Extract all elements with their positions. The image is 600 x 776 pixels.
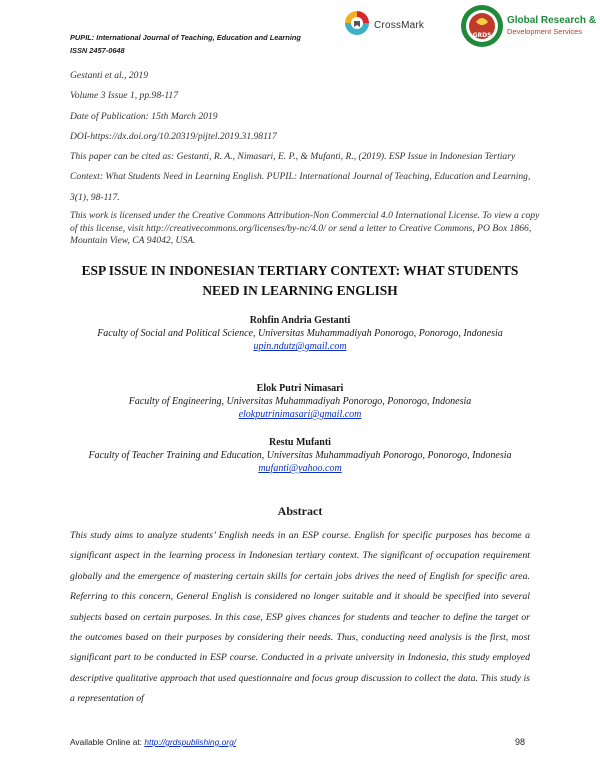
crossmark-label: CrossMark bbox=[374, 19, 425, 31]
author-email[interactable]: elokputrinimasari@gmail.com bbox=[238, 409, 362, 420]
author-affiliation: Faculty of Teacher Training and Education, Universitas Muhammadiyah Ponorogo, Ponorogo, Indonesia bbox=[88, 450, 512, 461]
volume-info: Volume 3 Issue 1, pp.98-117 bbox=[70, 90, 179, 102]
publisher-subtitle: Development Services bbox=[507, 27, 583, 36]
author-name: Restu Mufanti bbox=[269, 437, 331, 448]
author-name: Rohfin Andria Gestanti bbox=[249, 315, 351, 326]
author-name: Elok Putri Nimasari bbox=[256, 383, 344, 394]
footer-label: Available Online at: bbox=[70, 737, 145, 747]
author-affiliation: Faculty of Engineering, Universitas Muhammadiyah Ponorogo, Ponorogo, Indonesia bbox=[128, 396, 472, 407]
footer-link[interactable]: http://grdspublishing.org/ bbox=[144, 737, 237, 747]
crossmark-badge[interactable] bbox=[344, 10, 424, 40]
journal-name: PUPIL: International Journal of Teaching, Education and Learning bbox=[70, 33, 301, 42]
license-text bbox=[70, 210, 540, 248]
journal-header bbox=[70, 31, 301, 57]
page-number: 98 bbox=[515, 737, 526, 747]
publication-date: Date of Publication: 15th March 2019 bbox=[70, 110, 218, 122]
author-block bbox=[66, 314, 534, 353]
grds-seal-icon bbox=[460, 4, 504, 48]
author-email[interactable]: mufanti@yahoo.com bbox=[258, 463, 342, 474]
citation-text: This paper can be cited as: Gestanti, R. A., Nimasari, E. P., & Mufanti, R., (2019). ESP Issue in Indonesian Tertiary Context: What Students Need in Learning English. PUPIL: International Journal of Teaching, Education and Learning, 3(1), 98-117. bbox=[70, 151, 531, 203]
author-email[interactable]: upin.ndutz@gmail.com bbox=[253, 341, 347, 352]
article-meta bbox=[70, 66, 540, 248]
author-block bbox=[66, 436, 534, 475]
author-affiliation: Faculty of Social and Political Science, Universitas Muhammadiyah Ponorogo, Ponorogo, Indonesia bbox=[97, 328, 503, 339]
license-outro: or send a letter to Creative Commons, PO Box 1866, Mountain View, CA 94042, USA. bbox=[70, 222, 532, 247]
journal-issn: ISSN 2457-0648 bbox=[70, 46, 125, 55]
author-block bbox=[66, 382, 534, 421]
abstract-body: This study aims to analyze students’ English needs in an ESP course. English for specific purposes has become a significant aspect in the learning process in Indonesian tertiary context. The significant of occupation requirement globally and the emergence of mastering certain skills for certain jobs drives the need of English for specific area. Referring to this concern, General English is considered no longer suitable and it should be specified into several subjects based on certain purposes. In this case, ESP gives chances for students and teacher to define the target or the outcomes based on their purposes by considering their needs. Thus, conducting need analysis is the first, most significant part to be conducted in ESP course. Conducted in a private university in Indonesia, this study employed descriptive qualitative approach that used questionnaire and focus group discussion to collect the data. This study is a representation of bbox=[70, 530, 530, 705]
crossmark-icon bbox=[344, 10, 370, 40]
publisher-name: Global Research & bbox=[507, 15, 596, 26]
paper-title: ESP ISSUE IN INDONESIAN TERTIARY CONTEXT: WHAT STUDENTS NEED IN LEARNING ENGLISH bbox=[81, 263, 519, 298]
doi-link[interactable]: DOI-https://dx.doi.org/10.20319/pijtel.2019.31.98117 bbox=[70, 130, 277, 142]
footer-available bbox=[70, 737, 236, 747]
author-short: Gestanti et al., 2019 bbox=[70, 70, 149, 81]
publisher-logo bbox=[460, 4, 596, 48]
abstract-heading: Abstract bbox=[277, 504, 323, 518]
grds-seal-text: GRDS bbox=[472, 32, 492, 39]
license-intro: This work is licensed under the Creative Commons Attribution-Non Commercial 4.0 International License. To view a copy of this license, visit bbox=[70, 210, 540, 234]
license-link[interactable]: http://creativecommons.org/licenses/by-nc/4.0/ bbox=[145, 222, 326, 234]
